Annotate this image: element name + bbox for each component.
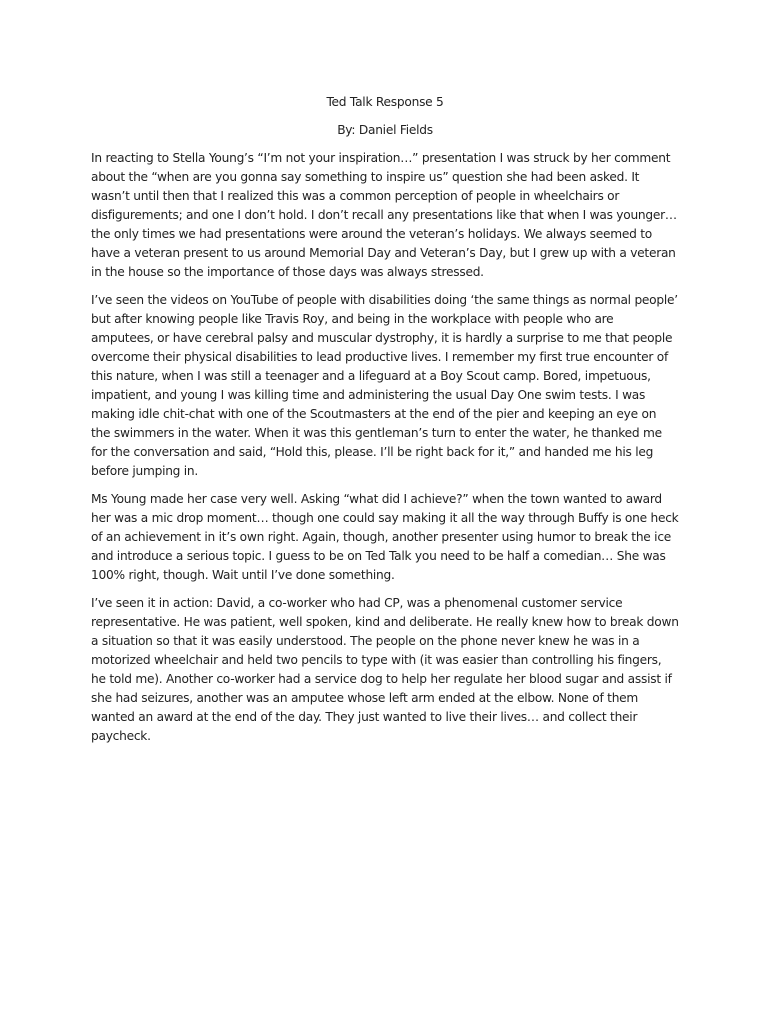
paragraph-1: In reacting to Stella Young’s “I’m not your inspiration…” presentation I was struck by her comment about the “when are you gonna say something to inspire us” question she had been asked. It wasn’t until then that I realized this was a common perception of people in wheelchairs or disfigurements; and one I don’t hold. I don’t recall any presentations like that when I was younger… the only times we had presentations were around the veteran’s holidays. We always seemed to have a veteran present to us around Memorial Day and Veteran’s Day, but I grew up with a veteran in the house so the importance of those days was always stressed. <box>91 151 677 279</box>
document-byline: By: Daniel Fields <box>337 123 433 137</box>
paragraph-2: I’ve seen the videos on YouTube of people with disabilities doing ‘the same things as normal people’ but after knowing people like Travis Roy, and being in the workplace with people who are amputees, or have cerebral palsy and muscular dystrophy, it is hardly a surprise to me that people overcome their physical disabilities to lead productive lives. I remember my first true encounter of this nature, when I was still a teenager and a lifeguard at a Boy Scout camp. Bored, impetuous, impatient, and young I was killing time and administering the usual Day One swim tests. I was making idle chit-chat with one of the Scoutmasters at the end of the pier and keeping an eye on the swimmers in the water. When it was this gentleman’s turn to enter the water, he thanked me for the conversation and said, “Hold this, please. I’ll be right back for it,” and handed me his leg before jumping in. <box>91 293 678 478</box>
document-body <box>91 93 679 755</box>
paragraph-4: I’ve seen it in action: David, a co-worker who had CP, was a phenomenal customer service representative. He was patient, well spoken, kind and deliberate. He really knew how to break down a situation so that it was easily understood. The people on the phone never knew he was in a motorized wheelchair and held two pencils to type with (it was easier than controlling his fingers, he told me). Another co-worker had a service dog to help her regulate her blood sugar and assist if she had seizures, another was an amputee whose left arm ended at the elbow. None of them wanted an award at the end of the day. They just wanted to live their lives… and collect their paycheck. <box>91 596 679 743</box>
paragraph-3: Ms Young made her case very well. Asking “what did I achieve?” when the town wanted to award her was a mic drop moment… though one could say making it all the way through Buffy is one heck of an achievement in it’s own right. Again, though, another presenter using humor to break the ice and introduce a serious topic. I guess to be on Ted Talk you need to be half a comedian… She was 100% right, though. Wait until I’ve done something. <box>91 492 679 582</box>
document-title: Ted Talk Response 5 <box>326 95 444 109</box>
